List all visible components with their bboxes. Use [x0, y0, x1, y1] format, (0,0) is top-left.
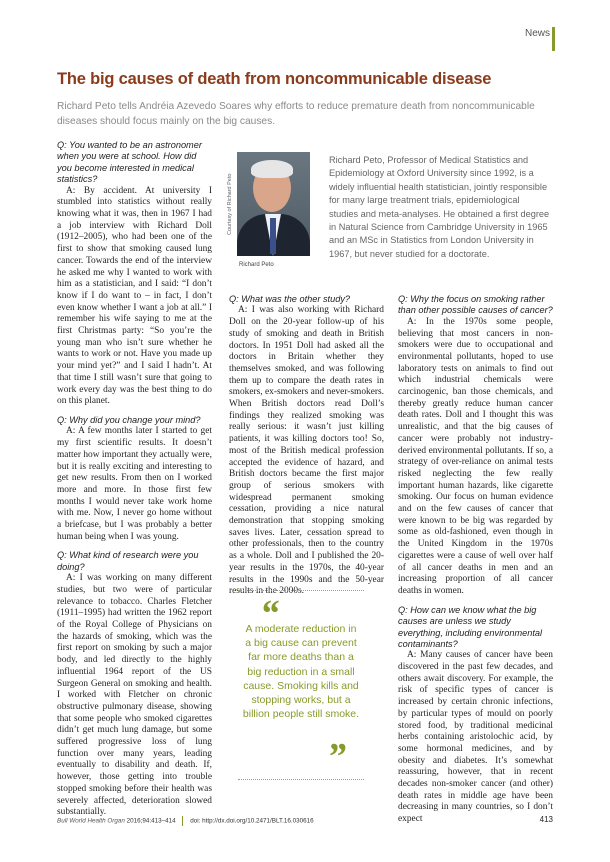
doi-link[interactable]: doi: http://dx.doi.org/10.2471/BLT.16.030616 [190, 817, 314, 825]
answer-paragraph: A: A few months later I started to get my first scientific results. It doesn’t matter how important they actually were, but it is really exciting and interesting to get new results. From then on I worked more and more. In those first few months I would never take work home with me. Now, I never go home without a briefcase, but I was probably a better human being when I was young. [57, 426, 212, 542]
answer-paragraph: A: I was working on many different studies, but two were of particular relevance to tobacco. Charles Fletcher (1911–1995) had written the 1962 report of the Royal College of Physicians on the hazards of smoking, which was the first report on smoking by such a major body, and led directly to the highly influential 1964 report of the US Surgeon General on smoking and health. I worked with Fletcher on chronic obstructive pulmonary disease, showing that some people who smoked cigarettes didn’t get much lung damage, but some suffered progressive loss of lung function over many years, leading eventually to disability and death. If, however, those getting into trouble stopped smoking before their health was severely affected, deterioration slowed substantially. [57, 573, 212, 818]
journal-name: Bull World Health Organ [57, 817, 125, 825]
question-paragraph: Q: You wanted to be an astronomer when you were at school. How did you become interested in medical statistics? [57, 140, 202, 185]
question-paragraph: Q: How can we know what the big causes are unless we study everything, including environmental contaminants? [398, 604, 543, 649]
answer-paragraph: A: In the 1970s some people, believing that most cancers in non-smokers were due to occupational and environmental pollutants, hoped to use laboratory tests on animals to find out which industrial chemicals were carcinogenic, ban those chemicals, and thereby greatly reduce human cancer death rates. Doll and I thought this was unrealistic, and that the big causes of cancer were probably not industry-derived environmental pollutants. If so, a strategy of over-reliance on animal tests risked neglecting the few really important human hazards, like cigarette smoking. Our focus on human evidence and on the few causes of cancer that were known to be big was regarded by some as old-fashioned, even though in the United Kingdom in the 1970s cigarettes were a cause of well over half of all cancer deaths in men and an increasing proportion of all cancer deaths in women. [398, 316, 553, 596]
question-paragraph: Q: What kind of research were you doing? [57, 550, 199, 572]
page-number: 413 [539, 815, 553, 824]
open-quote-icon: “ [260, 593, 279, 635]
answer-paragraph: A: Many causes of cancer have been discovered in the past few decades, and others await discovery. For example, the risk of specific types of cancer is increased by certain chronic infections, by particular types of mould on poorly stored food, by traditional medicinal herbs containing aristolochic acid, by some hormonal medicines, and by obesity and diabetes. It’s somewhat reassuring, however, that in recent decades non-smoker cancer (and other) death rates in middle age have been decreasing in many countries, so I don’t expect [398, 650, 553, 825]
section-label: News [524, 28, 550, 39]
page-footer [57, 816, 553, 826]
column-3 [398, 294, 553, 826]
article-standfirst: Richard Peto tells Andréia Azevedo Soares why efforts to reduce premature death from noncommunicable diseases should focus mainly on the big causes. [57, 101, 535, 127]
answer-paragraph: A: I was also working with Richard Doll on the 20-year follow-up of his study of smoking and death in British doctors. In 1951 Doll had asked all the doctors in Britain whether they themselves smoked, and was following them up to compare the death rates in smokers, ex-smokers and never-smokers. When British doctors read Doll’s findings they realized smoking was really serious: it wasn’t just killing patients, it was killing doctors too! So, most of the British medical profession accepted the evidence of hazard, and British doctors became the first major group of serious smokers with widespread permanent smoking cessation, providing a nice natural demonstration that stopping smoking saves lives. Later, cessation spread to other professionals, then to the country as a whole. Doll and I published the 20-year results in the 1970s, the 40-year results in the 1990s and the 50-year results in the 2000s. [229, 305, 384, 597]
bio-box [229, 146, 552, 280]
photo-credit: Courtesy of Richard Peto [227, 173, 233, 235]
article-title: The big causes of death from noncommunicable disease [57, 70, 492, 88]
answer-paragraph: A: By accident. At university I stumbled into statistics without really knowing what it was, then in 1967 I had a job interview with Richard Doll (1912–2005), who had been one of the first to show that smoking caused lung cancer. Towards the end of the interview he asked me why I wanted to work with him as a statistician, and I said: “I don’t know if I do want to – in fact, I don’t even know whether I want a job at all.” I remember his wife saying to me at the first Christmas party: “So you’re the young man who isn’t sure whether he wants to work or not. Have you made up your mind yet?” and I said I hadn’t. At that time I still wasn’t sure that going to work every day was the best thing to do on this planet. [57, 185, 212, 407]
question-paragraph: Q: What was the other study? [229, 294, 351, 304]
section-accent-bar [552, 27, 555, 51]
question-paragraph: Q: Why did you change your mind? [57, 414, 201, 425]
pull-quote-text: A moderate reduction in a big cause can prevent far more deaths than a big reduction in a small cause. Smoking kills and stopping works, but a billion people still smoke. [242, 623, 360, 721]
footer-divider [182, 816, 183, 826]
question-paragraph: Q: Why the focus on smoking rather than other possible causes of cancer? [398, 294, 553, 316]
photo-caption: Richard Peto [239, 262, 274, 268]
column-1 [57, 140, 212, 819]
column-2 [229, 294, 384, 598]
portrait-photo [237, 152, 310, 256]
close-quote-icon: ” [327, 736, 346, 778]
pull-quote [238, 590, 364, 780]
bio-text: Richard Peto, Professor of Medical Statistics and Epidemiology at Oxford University since 1992, is a widely influential health statistician, jointly responsible for many large treatment trials, epidemiological studies and meta-analyses. He obtained a first degree in Natural Science from Cambridge University in 1965 and an MSc in Statistics from London University in 1967, but never studied for a doctorate. [329, 155, 550, 259]
citation: 2016;94:413–414 [126, 817, 176, 825]
